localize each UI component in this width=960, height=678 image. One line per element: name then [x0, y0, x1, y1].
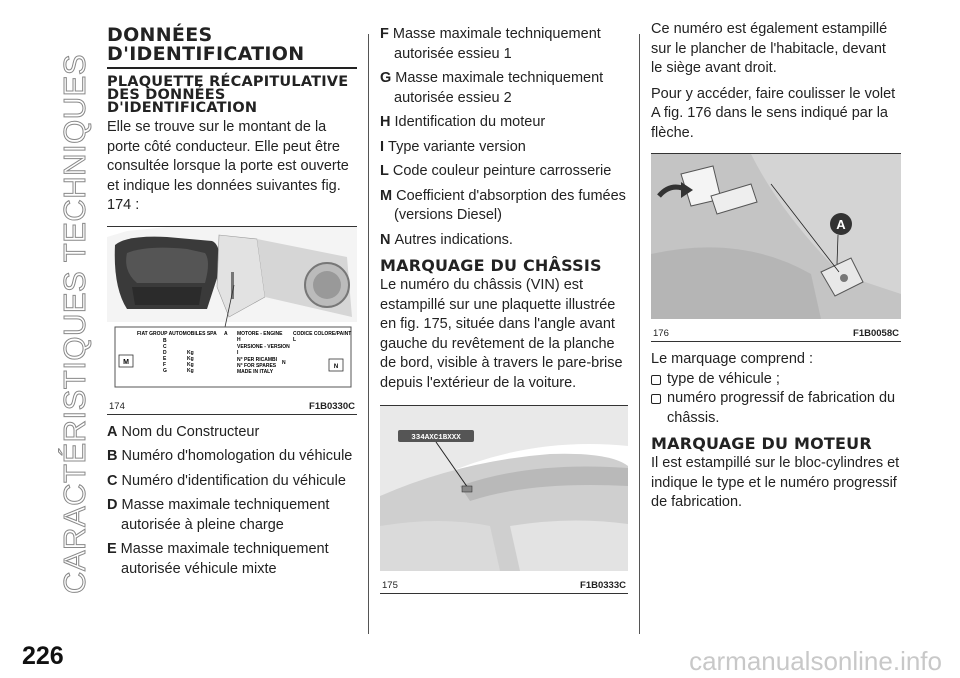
figure-code: F1B0330C: [309, 400, 355, 412]
access-paragraph: Pour y accéder, faire coulisser le volet A fig. 176 dans le sens indiqué par la flèche.: [651, 85, 896, 141]
svg-text:CODICE COLORE/PAINT: CODICE COLORE/PAINT: [293, 330, 352, 337]
legend-list: [380, 25, 628, 250]
plate-a: A: [224, 330, 228, 337]
engine-paragraph: Il est estampillé sur le bloc-cylindres et indique le type et le numéro progressif de fabrication.: [651, 455, 900, 510]
figure-number: 176: [653, 328, 669, 339]
svg-text:Kg: Kg: [187, 349, 194, 356]
legend-item: M Coefficient d'absorption des fumées (versions Diesel): [380, 187, 626, 223]
figure-number: 175: [382, 580, 398, 591]
svg-text:B: B: [163, 337, 167, 344]
svg-text:C: C: [163, 343, 167, 350]
figure-caption: [651, 324, 901, 341]
figure-number: 174: [109, 400, 125, 412]
door-pillar-plate-illustration: [107, 227, 357, 392]
vin-label: 334AXC1BXXX: [411, 434, 461, 442]
plate-title: FIAT GROUP AUTOMOBILES SPA: [137, 330, 217, 337]
legend-item: L Code couleur peinture carrosserie: [380, 163, 612, 179]
legend-item: N Autres indications.: [380, 231, 513, 248]
column-2: [380, 26, 628, 594]
legend-item: B Numéro d'homologation du véhicule: [107, 448, 353, 464]
svg-text:N: N: [282, 359, 286, 366]
svg-text:G: G: [163, 367, 167, 374]
section-heading: MARQUAGE DU MOTEUR: [651, 434, 872, 453]
page-number: 226: [22, 642, 64, 670]
svg-text:Kg: Kg: [187, 361, 194, 368]
bullet-item: type de véhicule ;: [651, 370, 901, 390]
legend-item: A Nom du Constructeur: [107, 423, 260, 440]
svg-text:N: N: [333, 363, 339, 370]
watermark: carmanualsonline.info: [689, 646, 942, 676]
svg-text:N° PER RICAMBI: N° PER RICAMBI: [237, 356, 278, 363]
svg-text:I: I: [237, 349, 239, 356]
section-heading: DONNÉES D'IDENTIFICATION: [107, 24, 305, 65]
svg-text:MOTORE - ENGINE: MOTORE - ENGINE: [237, 330, 283, 337]
vin-plate-illustration: [380, 406, 628, 571]
figure-code: F1B0058C: [853, 328, 899, 339]
svg-text:VERSIONE - VERSION: VERSIONE - VERSION: [237, 343, 290, 350]
chassis-paragraph: Le numéro du châssis (VIN) est estampillé sur une plaquette illustrée en fig. 175, située dans l'angle avant gauche du revêtement de la planche de bord, visible à travers le pare-brise depuis l'extérieur de la voiture.: [380, 277, 623, 391]
figure-174: [107, 226, 357, 415]
section-side-title: [52, 24, 98, 624]
intro-paragraph: Elle se trouve sur le montant de la porte côté conducteur. Elle peut être consultée lorsque la porte est ouverte et indique les données suivantes fig. 174 :: [107, 119, 349, 213]
section-heading: MARQUAGE DU CHÂSSIS: [380, 256, 602, 275]
svg-text:H: H: [237, 336, 241, 343]
figure-caption: [107, 397, 357, 414]
floor-vin-illustration: [651, 154, 901, 319]
checkbox-bullet-icon: [651, 394, 661, 404]
callout-a: A: [836, 217, 846, 232]
svg-text:N° FOR SPARES: N° FOR SPARES: [237, 362, 277, 369]
bullet-item: numéro progressif de fabrication du châssis.: [651, 389, 901, 428]
legend-item: G Masse maximale techniquement autorisée essieu 2: [380, 70, 604, 106]
figure-caption: [380, 576, 628, 593]
legend-item: H Identification du moteur: [380, 114, 546, 130]
column-3: [651, 21, 901, 513]
legend-item: I Type variante version: [380, 138, 526, 155]
plate-m: M: [123, 358, 129, 366]
checkbox-bullet-icon: [651, 375, 661, 385]
svg-text:Kg: Kg: [187, 355, 194, 362]
column-1: [107, 26, 357, 579]
svg-text:F: F: [163, 361, 167, 368]
figure-176: [651, 153, 901, 342]
legend-item: C Numéro d'identification du véhicule: [107, 472, 346, 489]
list-intro: Le marquage comprend :: [651, 351, 814, 367]
svg-text:L: L: [293, 336, 297, 343]
figure-175: [380, 405, 628, 594]
figure-code: F1B0333C: [580, 580, 626, 591]
column-divider: [368, 34, 369, 634]
legend-item: F Masse maximale techniquement autorisée essieu 1: [380, 26, 601, 62]
svg-text:MADE IN ITALY: MADE IN ITALY: [237, 368, 274, 375]
svg-text:E: E: [163, 355, 167, 362]
legend-item: D Masse maximale techniquement autorisée à pleine charge: [107, 497, 330, 533]
stamp-paragraph: Ce numéro est également estampillé sur le plancher de l'habitacle, devant le siège avant droit.: [651, 21, 888, 76]
column-divider: [639, 34, 640, 634]
legend-item: E Masse maximale techniquement autorisée véhicule mixte: [107, 541, 329, 577]
heading-rule: [107, 67, 357, 69]
svg-text:D: D: [163, 349, 167, 356]
subsection-heading: PLAQUETTE RÉCAPITULATIVE DES DONNÉES D'IDENTIFICATION: [107, 74, 349, 116]
section-side-title-text: CARACTÉRISTIQUES TECHNIQUES: [57, 53, 93, 595]
legend-list: [107, 423, 357, 580]
svg-text:Kg: Kg: [187, 367, 194, 374]
